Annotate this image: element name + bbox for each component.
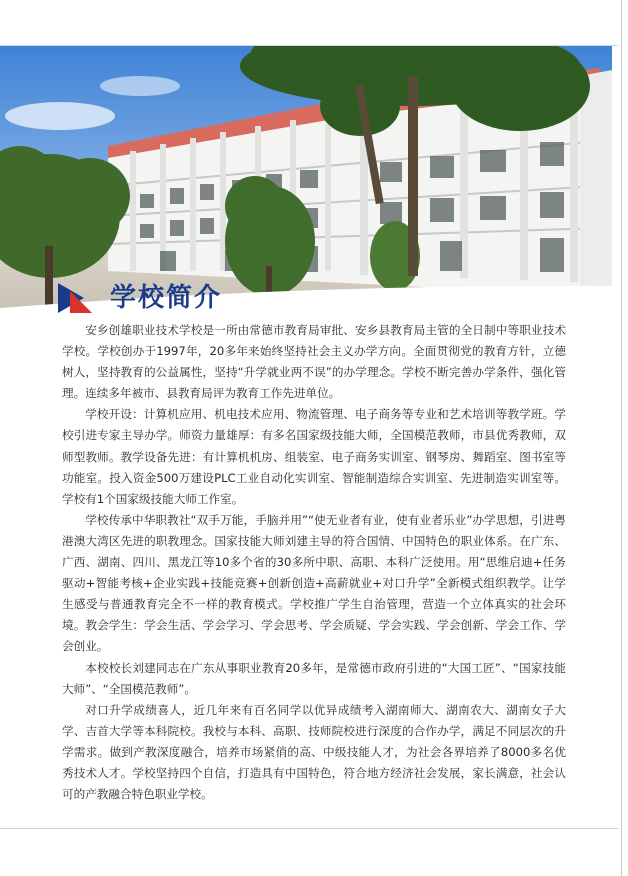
school-building-photo (0, 46, 612, 316)
intro-paragraph-1: 安乡创雄职业技术学校是一所由常德市教育局审批、安乡县教育局主管的全日制中等职业技术学校。学校创办于1997年，20多年来始终坚持社会主义办学方向。全面贯彻党的教育方针，立德树人，坚持教育的公益属性，坚持“升学就业两不误”的办学理念。学校不断完善办学条件，强化管理。连续多年被市、县教育局评为教育工作先进单位。 (62, 323, 566, 401)
intro-paragraph-5: 对口升学成绩喜人，近几年来有百名同学以优异成绩考入湖南师大、湖南农大、湖南女子大学、吉首大学等本科院校。我校与本科、高职、技师院校进行深度的合作办学，满足不同层次的升学需求。做到产教深度融合，培养市场紧俏的高、中级技能人才，为社会各界培养了8000多名优秀技术人才。学校坚持四个自信，打造具有中国特色，符合地方经济社会发展，家长满意，社会认可的产教融合特色职业学校。 (62, 702, 566, 802)
bottom-divider (0, 828, 618, 829)
section-title: 学校简介 (110, 283, 223, 313)
triangle-mark-icon (58, 283, 94, 313)
page-edge-line (621, 0, 622, 876)
section-heading (58, 279, 358, 319)
intro-body (62, 320, 566, 805)
intro-paragraph-2: 学校开设：计算机应用、机电技术应用、物流管理、电子商务等专业和艺术培训等教学班。学校引进专家主导办学。师资力量雄厚：有多名国家级技能大师，全国模范教师，市县优秀教师，双师型教师。教学设备先进：有计算机机房、组装室、电子商务实训室、钢琴房、舞蹈室、图书室等功能室。投入资金500万建设PLC工业自动化实训室、智能制造综合实训室、先进制造实训室等。学校有1个国家级技能大师工作室。 (62, 407, 566, 506)
intro-paragraph-3: 学校传承中华职教社“双手万能，手脑并用”“使无业者有业，使有业者乐业”办学思想，引进粤港澳大湾区先进的职教理念。国家技能大师刘建主导的符合国情、中国特色的职业体系。在广东、广西、湖南、四川、黑龙江等10多个省的30多所中职、高职、本科广泛使用。用“思维启迪+任务驱动+智能考核+企业实践+技能竞赛+创新创造+高薪就业+对口升学”全新模式组织教学。让学生感受与普通教育完全不一样的教育模式。学校推广学生自治管理，营造一个立体真实的社会环境。教会学生：学会生活、学会学习、学会思考、学会质疑、学会实践、学会创新、学会工作、学会创业。 (62, 512, 566, 654)
intro-paragraph-4: 本校校长刘建同志在广东从事职业教育20多年，是常德市政府引进的“大国工匠”、“国家技能大师”、“全国模范教师”。 (62, 660, 566, 696)
